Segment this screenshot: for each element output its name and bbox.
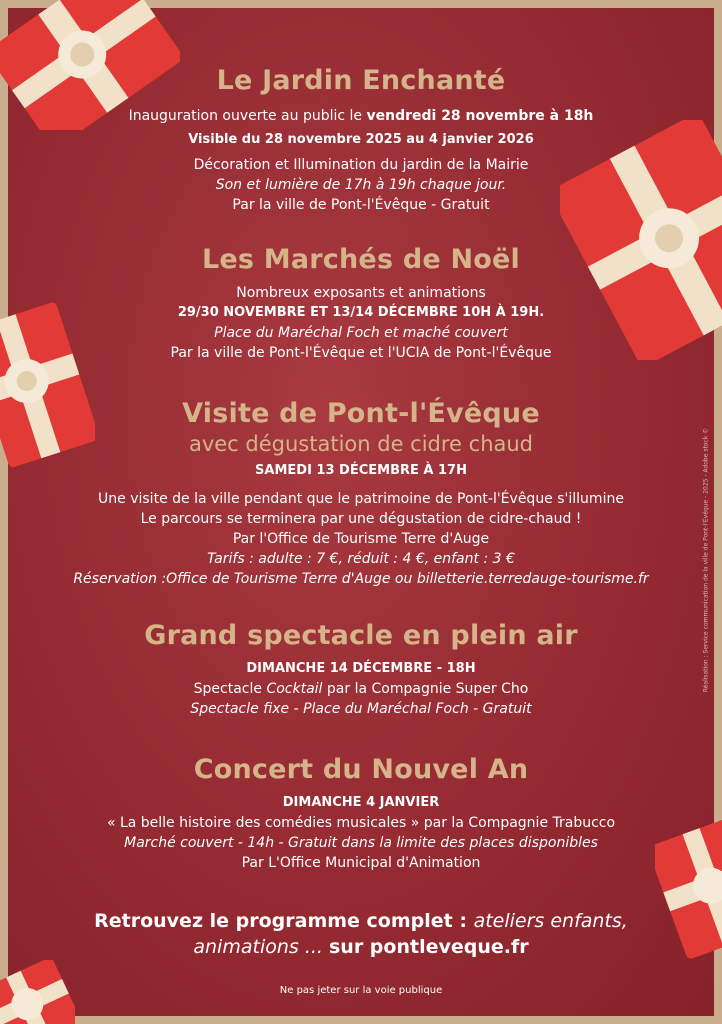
description: « La belle histoire des comédies musicales » par la Compagnie Trabucco	[106, 815, 616, 831]
description	[0, 679, 722, 699]
location: Marché couvert - 14h - Gratuit dans la limite des places disponibles	[124, 835, 598, 851]
desc-a: Spectacle	[193, 681, 267, 697]
description: Nombreux exposants et animations	[236, 285, 486, 301]
date: DIMANCHE 14 DÉCEMBRE - 18H	[246, 661, 476, 676]
section-title: Les Marchés de Noël	[202, 244, 520, 275]
organizer: Par L'Office Municipal d'Animation	[241, 855, 481, 871]
show-name: Cocktail	[266, 681, 323, 697]
date: DIMANCHE 4 JANVIER	[282, 795, 440, 810]
organizer: Par la ville de Pont-l'Évêque et l'UCIA de Pont-l'Évêque	[170, 345, 552, 361]
reservation: Réservation :Office de Tourisme Terre d'Auge ou billetterie.terredauge-tourisme.fr	[73, 571, 649, 587]
disclaimer: Ne pas jeter sur la voie publique	[279, 985, 443, 996]
website-link[interactable]: sur pontleveque.fr	[328, 936, 529, 958]
section-subtitle: avec dégustation de cidre chaud	[188, 432, 534, 456]
program-cta	[0, 908, 722, 960]
cta-activities: ateliers enfants,	[473, 910, 628, 932]
inauguration-line	[0, 106, 722, 126]
description: Décoration et Illumination du jardin de la Mairie	[193, 157, 529, 173]
inauguration-date: vendredi 28 novembre à 18h	[366, 108, 594, 124]
section-visite	[0, 397, 722, 589]
section-spectacle	[0, 619, 722, 719]
organizer: Par l'Office de Tourisme Terre d'Auge	[232, 531, 490, 547]
section-title: Le Jardin Enchanté	[216, 65, 506, 96]
credit-text: Réalisation : Service communication de la ville de Pont-l'Évêque - 2025 - Adobe stock ©	[702, 427, 710, 693]
location: Place du Maréchal Foch et maché couvert	[214, 325, 508, 341]
section-jardin	[0, 64, 722, 215]
section-marches	[0, 243, 722, 363]
section-title: Visite de Pont-l'Évêque	[182, 398, 540, 429]
cta-animations: animations ...	[193, 936, 329, 958]
cta-line-1	[0, 908, 722, 934]
cta-line-2	[0, 934, 722, 960]
section-concert	[0, 753, 722, 873]
location: Spectacle fixe - Place du Maréchal Foch - Gratuit	[190, 701, 532, 717]
section-title: Grand spectacle en plein air	[144, 620, 578, 651]
dates: 29/30 NOVEMBRE ET 13/14 DÉCEMBRE 10H À 19H.	[177, 305, 545, 320]
organizer: Par la ville de Pont-l'Évêque - Gratuit	[232, 197, 490, 213]
visible-dates: Visible du 28 novembre 2025 au 4 janvier 2026	[188, 132, 534, 147]
schedule-note: Son et lumière de 17h à 19h chaque jour.	[215, 177, 507, 193]
prices: Tarifs : adulte : 7 €, réduit : 4 €, enfant : 3 €	[207, 551, 515, 567]
section-title: Concert du Nouvel An	[193, 754, 529, 785]
description: Une visite de la ville pendant que le patrimoine de Pont-l'Évêque s'illumine	[98, 491, 624, 507]
cta-lead: Retrouvez le programme complet :	[94, 910, 474, 932]
desc-c: par la Compagnie Super Cho	[322, 681, 529, 697]
date: SAMEDI 13 DÉCEMBRE À 17H	[255, 463, 467, 478]
description-2: Le parcours se terminera par une dégustation de cidre-chaud !	[140, 511, 582, 527]
inauguration-text: Inauguration ouverte au public le	[128, 108, 367, 124]
